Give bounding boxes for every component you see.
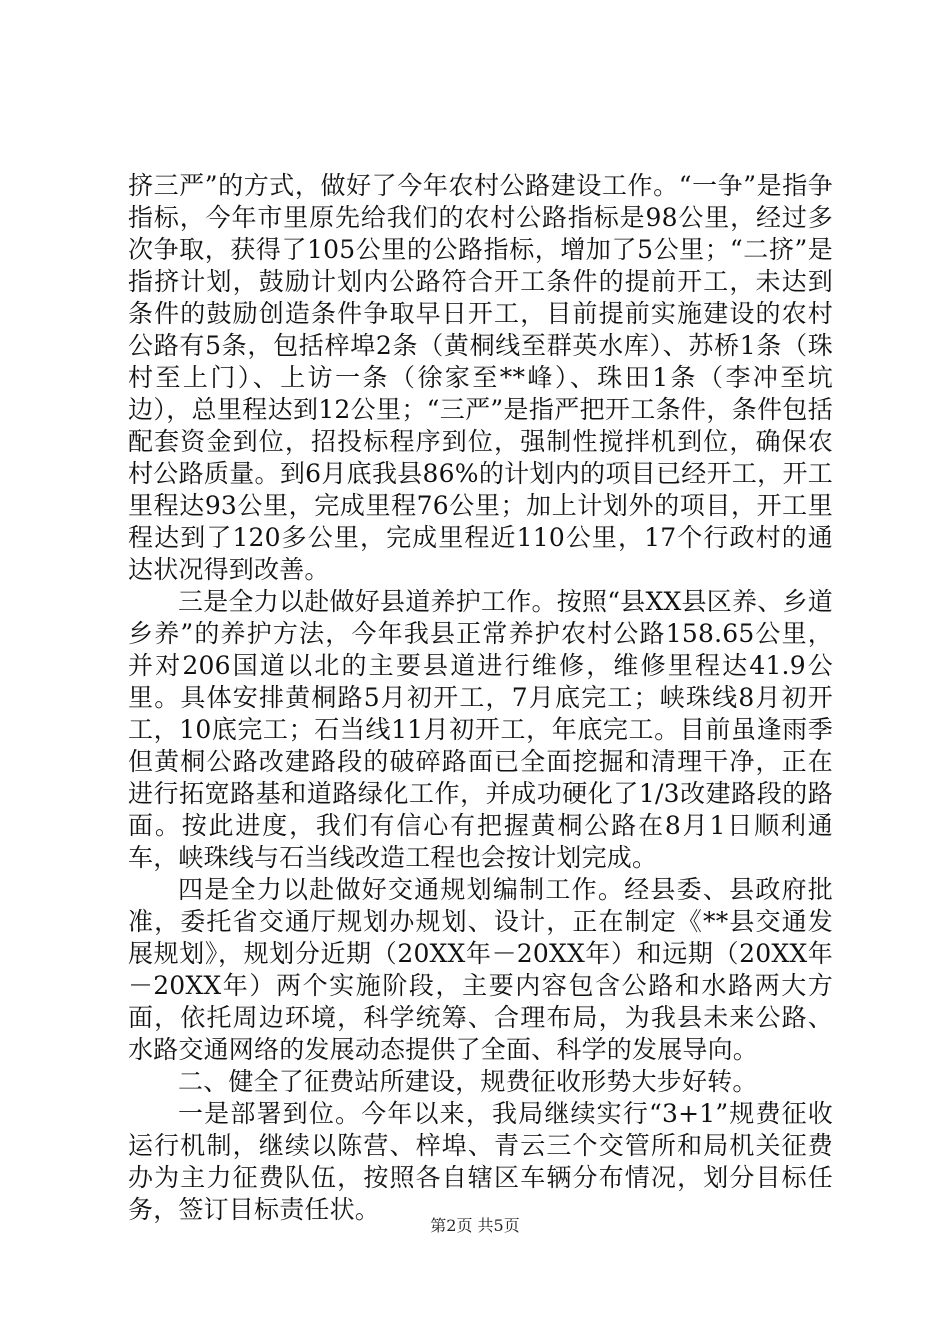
paragraph-transport-planning: 四是全力以赴做好交通规划编制工作。经县委、县政府批准，委托省交通厅规划办规划、设计，正在制定《**县交通发展规划》，规划分近期（20XX年－20XX年）和远期（20XX年－20XX年）两个实施阶段，主要内容包含公路和水路两大方面，依托周边环境，科学统筹、合理布局，为我县未来公路、水路交通网络的发展动态提供了全面、科学的发展导向。 <box>128 875 833 1064</box>
paragraph-deployment: 一是部署到位。今年以来，我局继续实行“3+1”规费征收运行机制，继续以陈营、梓埠、青云三个交管所和局机关征费办为主力征费队伍，按照各自辖区车辆分布情况，划分目标任务，签订目标责任状。 <box>128 1099 833 1224</box>
paragraph-road-construction: 挤三严”的方式，做好了今年农村公路建设工作。“一争”是指争指标，今年市里原先给我们的农村公路指标是98公里，经过多次争取，获得了105公里的公路指标，增加了5公里；“二挤”是指挤计划，鼓励计划内公路符合开工条件的提前开工，未达到条件的鼓励创造条件争取早日开工，目前提前实施建设的农村公路有5条，包括梓埠2条（黄桐线至群英水库）、苏桥1条（珠村至上门）、上访一条（徐家至**峰）、珠田1条（李冲至坑边），总里程达到12公里；“三严”是指严把开工条件，条件包括配套资金到位，招投标程序到位，强制性搅拌机到位，确保农村公路质量。到6月底我县86%的计划内的项目已经开工，开工里程达93公里，完成里程76公里；加上计划外的项目，开工里程达到了120多公里，完成里程近110公里，17个行政村的通达状况得到改善。 <box>128 171 833 584</box>
paragraph-road-maintenance: 三是全力以赴做好县道养护工作。按照“县XX县区养、乡道乡养”的养护方法，今年我县正常养护农村公路158.65公里，并对206国道以北的主要县道进行维修，维修里程达41.9公里。具体安排黄桐路5月初开工，7月底完工；峡珠线8月初开工，10底完工；石当线11月初开工，年底完工。目前虽逢雨季但黄桐公路改建路段的破碎路面已全面挖掘和清理干净，正在进行拓宽路基和道路绿化工作，并成功硬化了1/3改建路段的路面。按此进度，我们有信心有把握黄桐公路在8月1日顺利通车，峡珠线与石当线改造工程也会按计划完成。 <box>128 587 833 872</box>
document-body <box>128 170 833 1226</box>
section-heading-fee-stations: 二、健全了征费站所建设，规费征收形势大步好转。 <box>178 1067 758 1096</box>
page-footer: 第2页 共5页 <box>430 1216 520 1235</box>
